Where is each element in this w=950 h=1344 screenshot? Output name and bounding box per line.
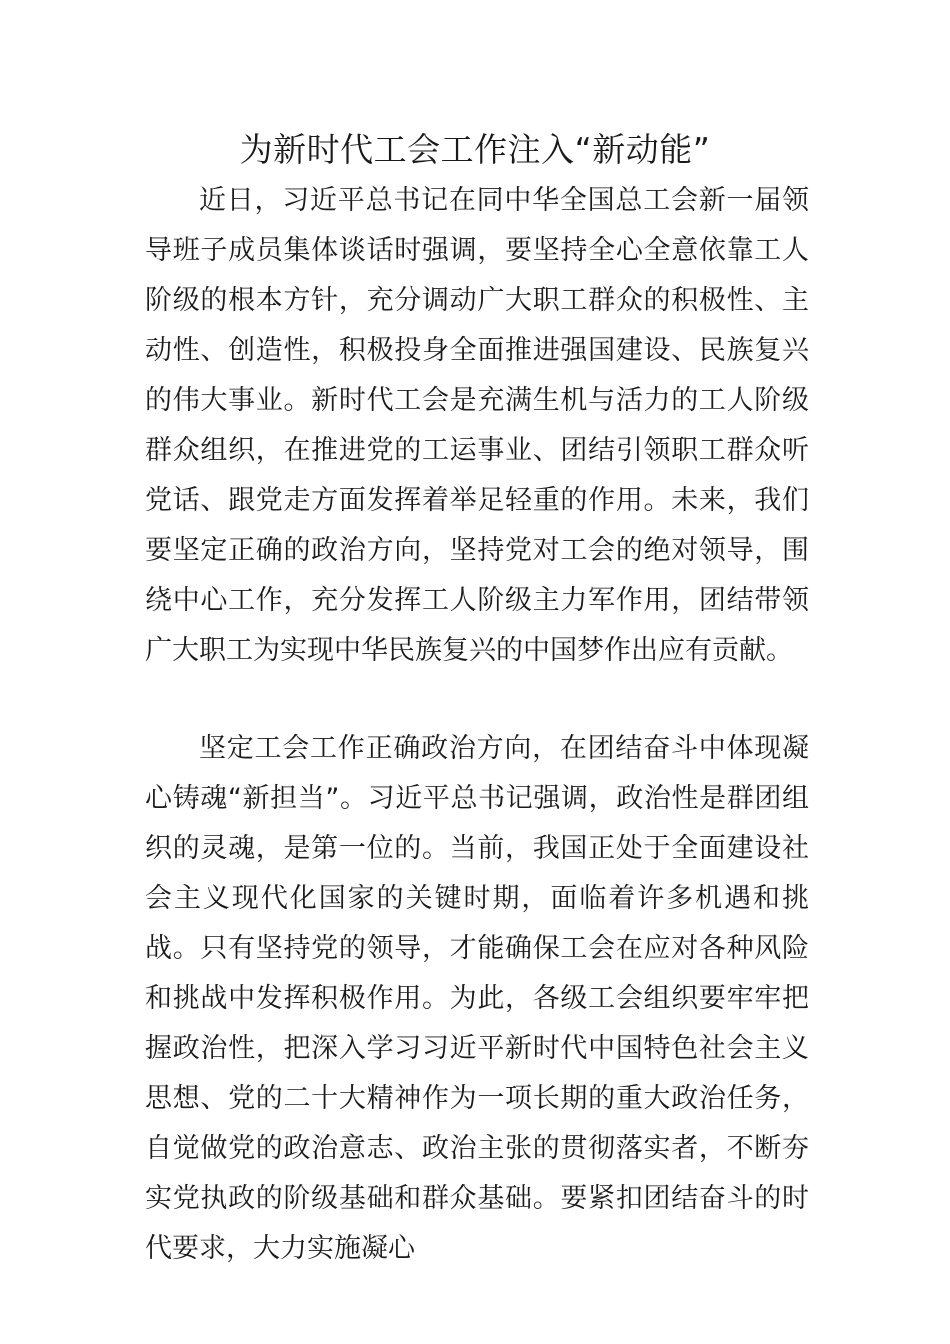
paragraph-2: 坚定工会工作正确政治方向，在团结奋斗中体现凝心铸魂“新担当”。习近平总书记强调，政治性是群团组织的灵魂，是第一位的。当前，我国正处于全面建设社会主义现代化国家的关键时期，面临着许多机遇和挑战。只有坚持党的领导，才能确保工会在应对各种风险和挑战中发挥积极作用。为此，各级工会组织要牢牢把握政治性，把深入学习习近平新时代中国特色社会主义思想、党的二十大精神作为一项长期的重大政治任务，自觉做党的政治意志、政治主张的贯彻落实者，不断夯实党执政的阶级基础和群众基础。要紧扣团结奋斗的时代要求，大力实施凝心 — [145, 733, 809, 1264]
document-title: 为新时代工会工作注入“新动能” — [239, 130, 711, 169]
paragraph-1: 近日，习近平总书记在同中华全国总工会新一届领导班子成员集体谈话时强调，要坚持全心全意依靠工人阶级的根本方针，充分调动广大职工群众的积极性、主动性、创造性，积极投身全面推进强国建设、民族复兴的伟大事业。新时代工会是充满生机与活力的工人阶级群众组织，在推进党的工运事业、团结引领职工群众听党话、跟党走方面发挥着举足轻重的作用。未来，我们要坚定正确的政治方向，坚持党对工会的绝对领导，围绕中心工作，充分发挥工人阶级主力军作用，团结带领广大职工为实现中华民族复兴的中国梦作出应有贡献。 — [145, 185, 809, 666]
